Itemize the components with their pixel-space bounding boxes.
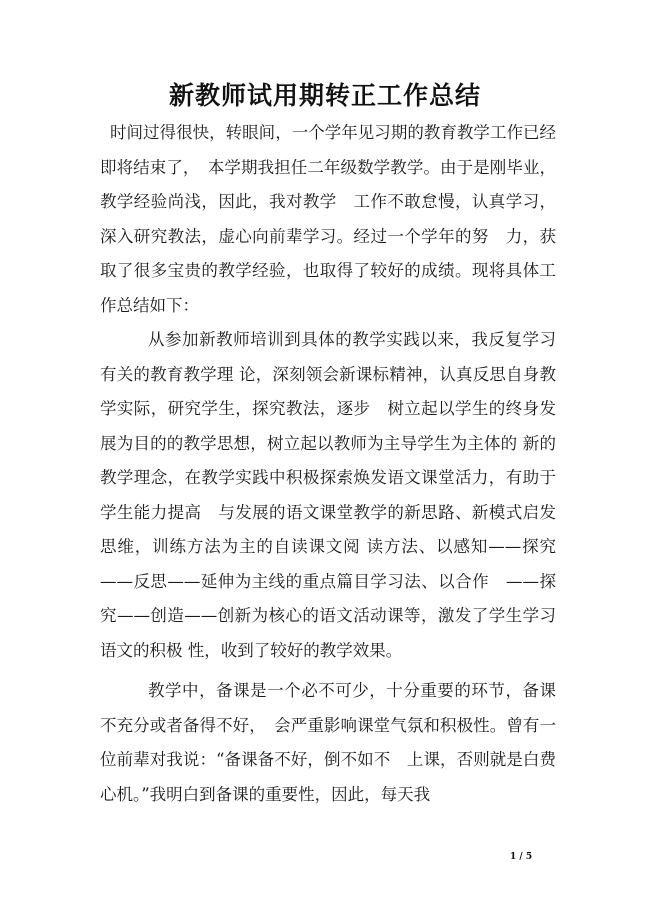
document-title: 新教师试用期转正工作总结	[168, 81, 481, 110]
paragraph-1: 时间过得很快，转眼间，一个学年见习期的教育教学工作已经即将结束了， 本学期我担任二年级数学教学。由于是刚毕业，教学经验尚浅，因此，我对教学 工作不敢怠慢，认真学习，深入研究教法，虚心向前辈学习。经过一个学年的努 力，获取了很多宝贵的教学经验，也取得了较好的成绩。现将具体工作总结如下：	[100, 123, 556, 315]
page-number: 1 / 5	[510, 852, 533, 862]
document-body	[100, 116, 556, 812]
paragraph-3: 教学中，备课是一个必不可少，十分重要的环节，备课不充分或者备得不好， 会严重影响课堂气氛和积极性。曾有一位前辈对我说：“备课备不好，倒不如不 上课，否则就是白费心机。”我明白到备课的重要性，因此，每天我	[100, 681, 556, 804]
paragraph-2: 从参加新教师培训到具体的教学实践以来，我反复学习有关的教育教学理 论，深刻领会新课标精神，认真反思自身教学实际，研究学生，探究教法，逐步 树立起以学生的终身发展为目的的教学思想，树立起以教师为主导学生为主体的 新的教学理念，在教学实践中积极探索焕发语文课堂活力，有助于学生能力提高 与发展的语文课堂教学的新思路、新模式启发思维，训练方法为主的自读课文阅 读方法、以感知——探究——反思——延伸为主线的重点篇目学习法、以合作 ——探究——创造——创新为核心的语文活动课等，激发了学生学习语文的积极 性，收到了较好的教学效果。	[100, 330, 556, 660]
